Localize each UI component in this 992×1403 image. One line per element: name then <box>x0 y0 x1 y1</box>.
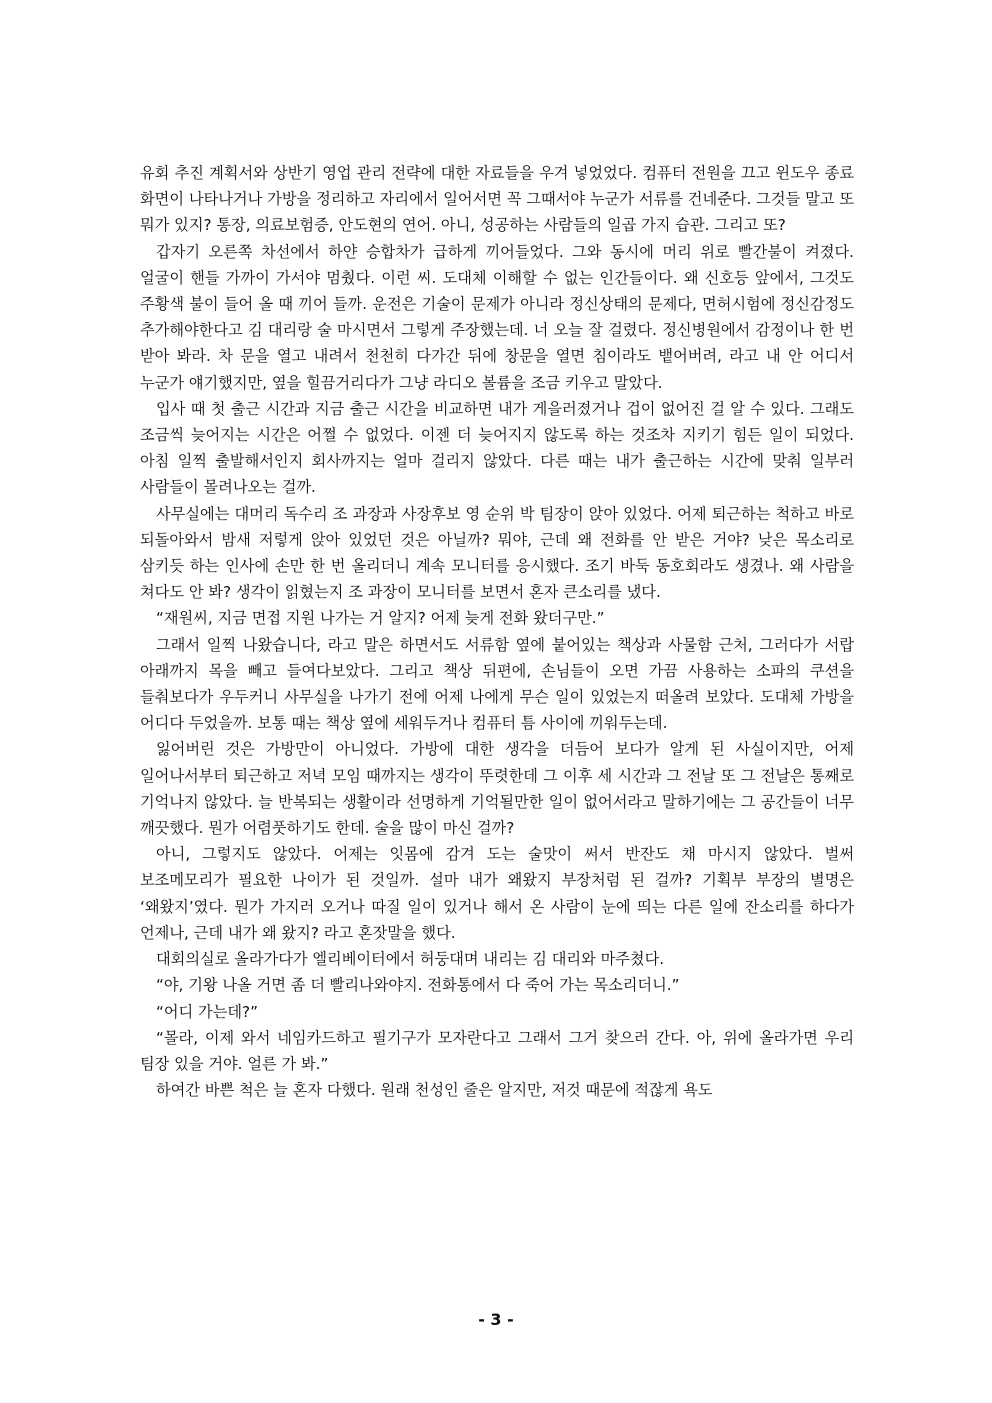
paragraph-3: 입사 때 첫 출근 시간과 지금 출근 시간을 비교하면 내가 게을러졌거나 겁이 없어진 걸 알 수 있다. 그래도 조금씩 늦어지는 시간은 어쩔 수 없었다. 이젠 더 늦어지지 않도록 하는 것조차 지키기 힘든 일이 되었다. 아침 일찍 출발해서인지 회사까지는 얼마 걸리지 않았다. 다른 때는 내가 출근하는 시간에 맞춰 일부러 사람들이 몰려나오는 걸까. <box>140 399 854 497</box>
paragraph-13: 하여간 바쁜 척은 늘 혼자 다했다. 원래 천성인 줄은 알지만, 저것 때문에 적잖게 욕도 <box>156 1081 713 1100</box>
paragraph-9: 대회의실로 올라가다가 엘리베이터에서 허둥대며 내리는 김 대리와 마주쳤다. <box>156 950 665 969</box>
paragraph-7: 잃어버린 것은 가방만이 아니었다. 가방에 대한 생각을 더듬어 보다가 알게 된 사실이지만, 어제 일어나서부터 퇴근하고 저녁 모임 때까지는 생각이 뚜렷한데 그 이후 세 시간과 그 전날 또 그 전날은 통째로 기억나지 않았다. 늘 반복되는 생활이라 선명하게 기억될만한 일이 없어서라고 말하기에는 그 공간들이 너무 깨끗했다. 뭔가 어렴풋하기도 한데. 술을 많이 마신 걸까? <box>140 740 854 838</box>
paragraph-10: “야, 기왕 나올 거면 좀 더 빨리나와야지. 전화통에서 다 죽어 가는 목소리더니.” <box>156 976 680 995</box>
paragraph-12: “몰라, 이제 와서 네임카드하고 필기구가 모자란다고 그래서 그거 찾으러 간다. 아, 위에 올라가면 우리 팀장 있을 거야. 얼른 가 봐.” <box>140 1028 854 1073</box>
paragraph-6: 그래서 일찍 나왔습니다, 라고 말은 하면서도 서류함 옆에 붙어있는 책상과 사물함 근처, 그러다가 서랍 아래까지 목을 빼고 들여다보았다. 그리고 책상 뒤편에, 손님들이 오면 가끔 사용하는 소파의 쿠션을 들춰보다가 우두커니 사무실을 나가기 전에 어제 나에게 무슨 일이 있었는지 떠올려 보았다. 도대체 가방을 어디다 두었을까. 보통 때는 책상 옆에 세워두거나 컴퓨터 틈 사이에 끼워두는데. <box>140 635 854 733</box>
paragraph-5: “재원씨, 지금 면접 지원 나가는 거 알지? 어제 늦게 전화 왔더구만.” <box>156 609 605 628</box>
paragraph-4: 사무실에는 대머리 독수리 조 과장과 사장후보 영 순위 박 팀장이 앉아 있었다. 어제 퇴근하는 척하고 바로 되돌아와서 밤새 저렇게 앉아 있었던 것은 아닐까? 뭐야, 근데 왜 전화를 안 받은 거야? 낮은 목소리로 삼키듯 하는 인사에 손만 한 번 올리더니 계속 모니터를 응시했다. 조기 바둑 동호회라도 생겼나. 왜 사람을 쳐다도 안 봐? 생각이 읽혔는지 조 과장이 모니터를 보면서 혼자 큰소리를 냈다. <box>140 504 854 602</box>
body-text <box>140 160 854 1103</box>
paragraph-11: “어디 가는데?” <box>156 1002 258 1021</box>
paragraph-8: 아니, 그렇지도 않았다. 어제는 잇몸에 감겨 도는 술맛이 써서 반잔도 채 마시지 않았다. 벌써 보조메모리가 필요한 나이가 된 것일까. 설마 내가 왜왔지 부장처럼 된 걸까? 기획부 부장의 별명은 ‘왜왔지’였다. 뭔가 가지러 오거나 따질 일이 있거나 해서 온 사람이 눈에 띄는 다른 일에 잔소리를 하다가 언제나, 근데 내가 왜 왔지? 라고 혼잣말을 했다. <box>140 845 854 942</box>
paragraph-1: 유회 추진 계획서와 상반기 영업 관리 전략에 대한 자료들을 우겨 넣었었다. 컴퓨터 전원을 끄고 윈도우 종료 화면이 나타나거나 가방을 정리하고 자리에서 일어서면 꼭 그때서야 누군가 서류를 건네준다. 그것들 말고 또 뭐가 있지? 통장, 의료보험증, 안도현의 연어. 아니, 성공하는 사람들의 일곱 가지 습관. 그리고 또? <box>140 164 854 235</box>
paragraph-2: 갑자기 오른쪽 차선에서 하얀 승합차가 급하게 끼어들었다. 그와 동시에 머리 위로 빨간불이 켜졌다. 얼굴이 핸들 가까이 가서야 멈췄다. 이런 씨. 도대체 이해할 수 없는 인간들이다. 왜 신호등 앞에서, 그것도 주황색 불이 들어 올 때 끼어 들까. 운전은 기술이 문제가 아니라 정신상태의 문제다, 면허시험에 정신감정도 추가해야한다고 김 대리랑 술 마시면서 그렇게 주장했는데. 너 오늘 잘 걸렸다. 정신병원에서 감정이나 한 번 받아 봐라. 차 문을 열고 내려서 천천히 다가간 뒤에 창문을 열면 침이라도 뱉어버려, 라고 내 안 어디서 누군가 얘기했지만, 옆을 힐끔거리다가 그냥 라디오 볼륨을 조금 키우고 말았다. <box>140 242 854 392</box>
page-number: - 3 - <box>478 1310 514 1329</box>
